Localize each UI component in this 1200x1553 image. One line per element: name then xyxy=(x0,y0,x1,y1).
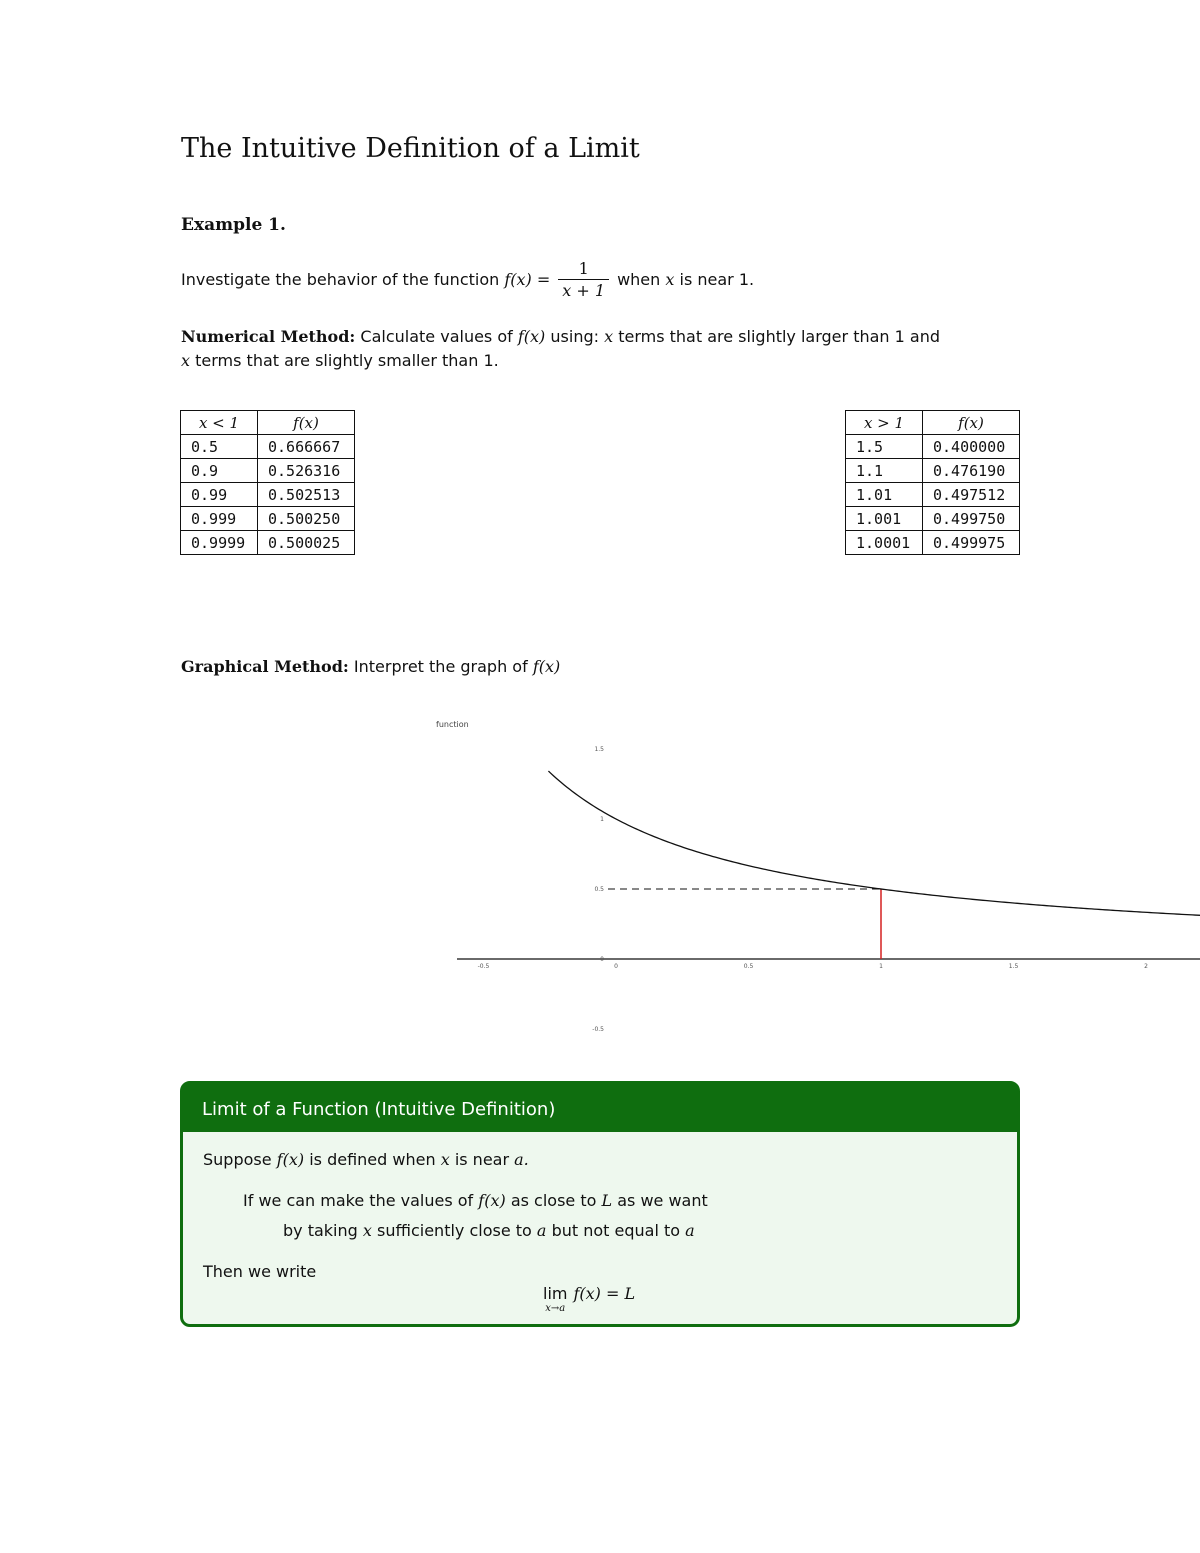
fraction-numerator: 1 xyxy=(578,258,589,278)
table-row xyxy=(846,531,1020,555)
table-cell-x: 1.5 xyxy=(846,435,923,459)
def-text: Suppose xyxy=(203,1150,272,1169)
intro-var: x xyxy=(665,270,675,289)
function-graph xyxy=(370,695,1148,1040)
table-cell-fx: 0.400000 xyxy=(923,435,1020,459)
definition-line-2 xyxy=(243,1191,708,1210)
example-label: Example 1. xyxy=(181,215,286,235)
graph-guides xyxy=(608,889,881,959)
numerical-text-2: using: xyxy=(550,327,599,346)
function-curve xyxy=(548,771,1200,916)
table-cell-x: 0.99 xyxy=(181,483,258,507)
def-text: as close to xyxy=(510,1191,597,1210)
graph-legend: function xyxy=(436,720,469,729)
intro-prefix: Investigate the behavior of the function xyxy=(181,270,500,289)
intro-when: when xyxy=(617,270,661,289)
table-cell-fx: 0.666667 xyxy=(258,435,355,459)
table-cell-x: 1.01 xyxy=(846,483,923,507)
table-cell-x: 1.0001 xyxy=(846,531,923,555)
table-x-greater-than-1 xyxy=(845,410,1020,555)
table-row xyxy=(181,531,355,555)
numerical-fx: f(x) xyxy=(517,327,546,346)
def-x: x xyxy=(440,1150,450,1169)
table-cell-fx: 0.526316 xyxy=(258,459,355,483)
def-text: as we want xyxy=(617,1191,708,1210)
intro-suffix: is near 1. xyxy=(679,270,755,289)
graphical-method-paragraph xyxy=(181,655,560,679)
numerical-method-paragraph xyxy=(181,325,1021,373)
def-text: but not equal to xyxy=(551,1221,681,1240)
y-tick-label: 0.5 xyxy=(594,886,604,893)
y-tick-label: 0 xyxy=(600,956,604,963)
graphical-label: Graphical Method: xyxy=(181,657,349,676)
y-tick-label: 1.5 xyxy=(594,746,604,753)
table-cell-x: 0.9 xyxy=(181,459,258,483)
table-row xyxy=(846,507,1020,531)
definition-line-3 xyxy=(283,1221,695,1240)
x-tick-label: -0.5 xyxy=(477,963,490,970)
x-tick-label: 0.5 xyxy=(743,963,754,970)
y-tick-label: -0.5 xyxy=(592,1026,604,1033)
page-title: The Intuitive Definition of a Limit xyxy=(181,133,640,164)
def-a: a xyxy=(685,1221,695,1240)
limit-formula xyxy=(543,1284,635,1314)
def-text: sufficiently close to xyxy=(377,1221,532,1240)
numerical-text-1: Calculate values of xyxy=(360,327,513,346)
table-cell-fx: 0.499975 xyxy=(923,531,1020,555)
lim-word: lim xyxy=(543,1284,568,1303)
table-header-x: x > 1 xyxy=(846,411,923,435)
lim-subscript: x→a xyxy=(545,1303,566,1314)
def-text: is near xyxy=(454,1150,510,1169)
intro-func-lhs: f(x) = xyxy=(504,270,551,289)
definition-box xyxy=(180,1081,1020,1327)
intro-sentence xyxy=(181,255,754,305)
table-cell-fx: 0.500250 xyxy=(258,507,355,531)
def-text: If we can make the values of xyxy=(243,1191,474,1210)
table-row xyxy=(181,483,355,507)
x-tick-label: 1.5 xyxy=(1008,963,1019,970)
graphical-text: Interpret the graph of xyxy=(353,657,528,676)
x-tick-label: 1 xyxy=(879,963,883,970)
graph-curve xyxy=(548,771,1200,916)
numerical-x-1: x xyxy=(604,327,614,346)
table-cell-x: 1.1 xyxy=(846,459,923,483)
table-x-less-than-1 xyxy=(180,410,355,555)
table-row xyxy=(181,459,355,483)
table-cell-fx: 0.476190 xyxy=(923,459,1020,483)
x-tick-label: 2 xyxy=(1144,963,1148,970)
definition-line-4: Then we write xyxy=(203,1262,317,1281)
table-cell-x: 0.999 xyxy=(181,507,258,531)
lim-expression: f(x) = L xyxy=(573,1284,636,1303)
numerical-text-4: terms that are slightly smaller than 1. xyxy=(195,351,499,370)
table-row xyxy=(846,483,1020,507)
definition-line-1 xyxy=(203,1150,529,1169)
graph-axes xyxy=(457,957,1200,962)
table-cell-x: 0.5 xyxy=(181,435,258,459)
numerical-label: Numerical Method: xyxy=(181,327,356,346)
table-cell-x: 0.9999 xyxy=(181,531,258,555)
def-x: x xyxy=(362,1221,372,1240)
table-cell-fx: 0.502513 xyxy=(258,483,355,507)
y-tick-label: 1 xyxy=(600,816,604,823)
def-text: is defined when xyxy=(309,1150,436,1169)
def-a: a. xyxy=(514,1150,529,1169)
def-fx: f(x) xyxy=(478,1191,506,1210)
def-a: a xyxy=(536,1221,547,1240)
graphical-fx: f(x) xyxy=(532,657,561,676)
table-cell-fx: 0.499750 xyxy=(923,507,1020,531)
table-header-x: x < 1 xyxy=(181,411,258,435)
fraction-denominator: x + 1 xyxy=(558,279,609,302)
table-row xyxy=(846,435,1020,459)
table-cell-fx: 0.497512 xyxy=(923,483,1020,507)
table-row xyxy=(181,435,355,459)
table-header-row xyxy=(181,411,355,435)
intro-fraction xyxy=(558,259,609,302)
table-cell-x: 1.001 xyxy=(846,507,923,531)
x-tick-label: 0 xyxy=(614,963,618,970)
def-text: by taking xyxy=(283,1221,358,1240)
table-row xyxy=(181,507,355,531)
table-header-fx: f(x) xyxy=(923,411,1020,435)
table-header-fx: f(x) xyxy=(258,411,355,435)
definition-header: Limit of a Function (Intuitive Definition) xyxy=(183,1084,1017,1132)
table-header-row xyxy=(846,411,1020,435)
def-fx: f(x) xyxy=(276,1150,305,1169)
numerical-x-2: x xyxy=(181,351,191,370)
numerical-text-3: terms that are slightly larger than 1 and xyxy=(618,327,940,346)
def-L: L xyxy=(601,1191,613,1210)
lim-operator xyxy=(543,1284,567,1314)
table-row xyxy=(846,459,1020,483)
table-cell-fx: 0.500025 xyxy=(258,531,355,555)
